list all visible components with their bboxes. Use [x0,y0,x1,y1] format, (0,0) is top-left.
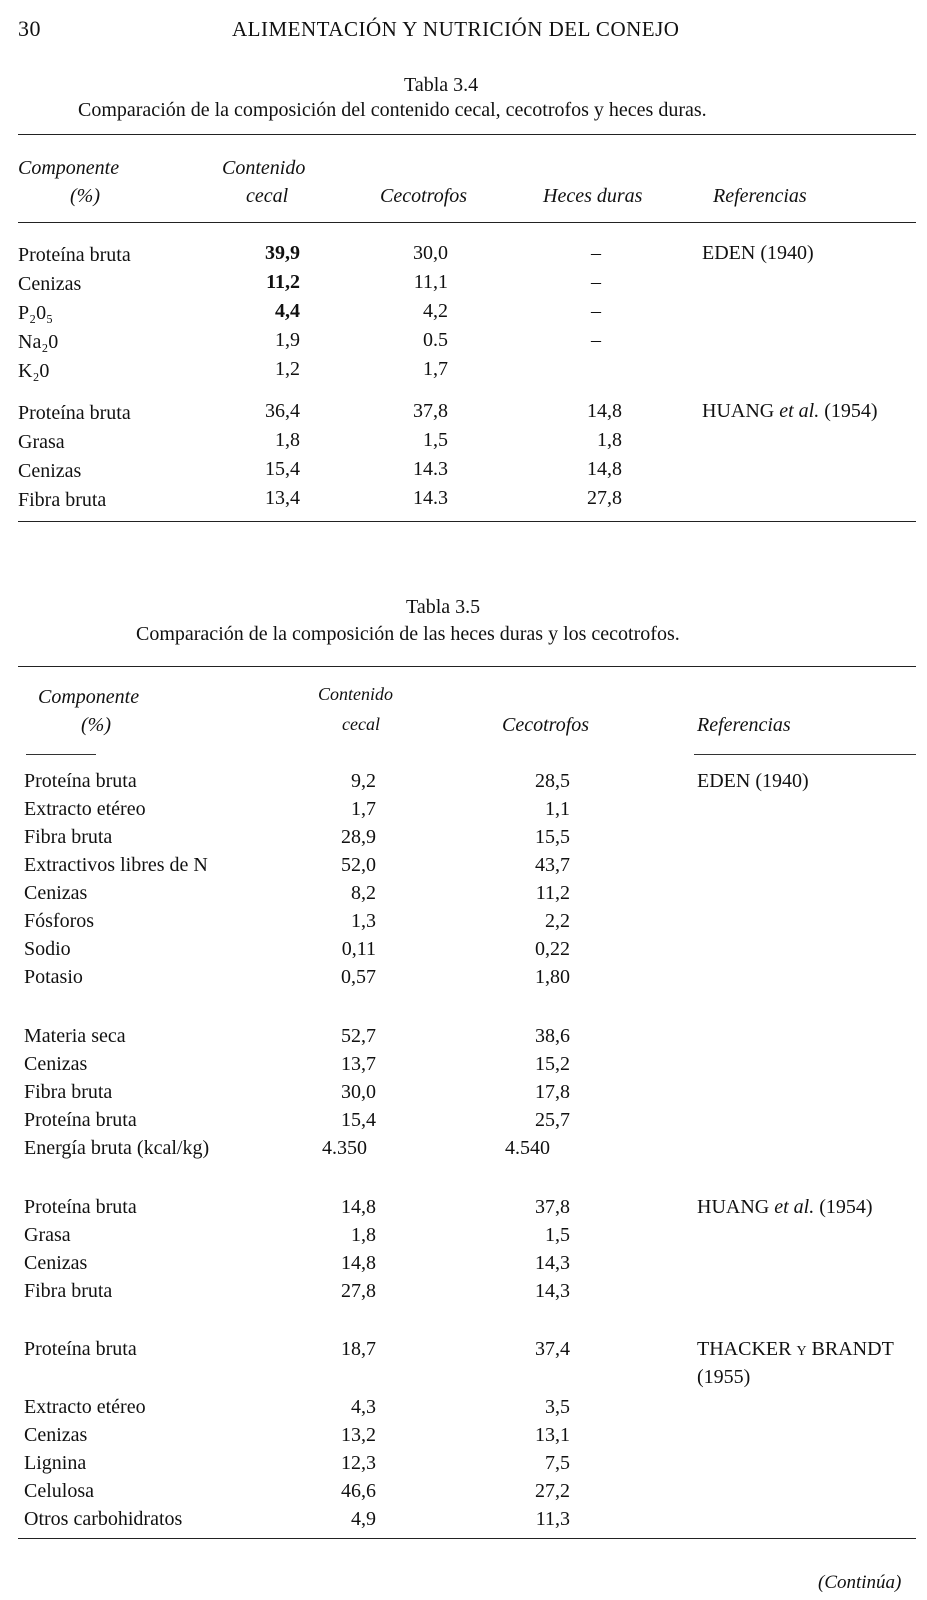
table-3-4-bottom-rule [18,521,916,522]
table-reference: EDEN (1940) [697,770,809,792]
table-cell-cecotrofos: 37,8 [535,1196,570,1218]
col-header-refs: Referencias [713,185,807,207]
col-header-heces: Heces duras [543,185,643,207]
table-cell-cecal: 0,11 [341,938,376,960]
table-row-component: Grasa [18,431,65,453]
table-3-5-bottom-rule [18,1538,916,1539]
table-cell-cecotrofos: 17,8 [535,1081,570,1103]
table-row-component: Fibra bruta [18,489,107,511]
table-cell-cecotrofos: 11,1 [413,271,448,293]
col-header-cecal: Contenido [222,157,306,179]
table-row-component: Otros carbohidratos [24,1508,183,1530]
table-row-component: Cenizas [24,1424,88,1446]
table-3-4-caption: Comparación de la composición del contenido cecal, cecotrofos y heces duras. [78,99,707,121]
table-cell-cecal: 39,9 [265,242,300,264]
table-cell-cecotrofos: 37,4 [535,1338,570,1360]
table-reference [702,400,878,423]
table-row-component: Proteína bruta [24,1109,137,1131]
reference-author: HUANG [697,1196,770,1218]
table-cell-cecotrofos: 43,7 [535,854,570,876]
table-cell-cecal: 13,4 [265,487,300,509]
table-cell-cecotrofos: 0,22 [535,938,570,960]
reference-author: HUANG [702,400,775,422]
table-cell-heces: 1,8 [597,429,622,451]
table-row-component: Sodio [24,938,71,960]
table-cell-cecotrofos: 1,5 [423,429,448,451]
table-row-component: Na₂0 [18,331,59,353]
table-3-5-title: Tabla 3.5 [406,596,481,618]
table-row-component: Proteína bruta [24,1338,137,1360]
table-cell-cecotrofos: 15,2 [535,1053,570,1075]
table-cell-cecal: 4.350 [322,1137,367,1159]
table-row-component: Cenizas [18,273,82,295]
table-cell-cecotrofos: 0.5 [423,329,448,351]
table-3-5-top-rule [18,666,916,667]
table-cell-cecotrofos: 38,6 [535,1025,570,1047]
table-reference: THACKER y BRANDT [697,1338,894,1360]
table-cell-cecal: 0,57 [341,966,376,988]
table-row-component: Proteína bruta [18,244,131,266]
table-row-component: Fibra bruta [24,1081,113,1103]
header-underline-left [26,754,96,755]
table-cell-cecotrofos: 7,5 [545,1452,570,1474]
table-cell-cecotrofos: 27,2 [535,1480,570,1502]
table-cell-cecal: 13,7 [341,1053,376,1075]
table-cell-cecal: 1,8 [275,429,300,451]
table-cell-heces: 27,8 [587,487,622,509]
table-cell-cecal: 12,3 [341,1452,376,1474]
table-cell-heces: – [591,300,601,322]
table-cell-cecotrofos: 4,2 [423,300,448,322]
col-header-cecal-2: cecal [246,185,289,207]
table-reference: EDEN (1940) [702,242,814,264]
table-row-component: Fósforos [24,910,95,932]
col-header-cecotrofos: Cecotrofos [380,185,468,207]
table-row-component: Cenizas [18,460,82,482]
table-cell-cecotrofos: 14.3 [413,487,448,509]
col-header-component-unit: (%) [81,714,111,736]
table-cell-cecotrofos: 11,3 [535,1508,570,1530]
table-cell-heces: – [591,242,601,264]
table-cell-cecal: 14,8 [341,1196,376,1218]
table-cell-cecal: 27,8 [341,1280,376,1302]
table-cell-cecal: 9,2 [351,770,376,792]
header-underline-right [694,754,916,755]
table-3-5-caption: Comparación de la composición de las heces duras y los cecotrofos. [136,623,680,645]
table-cell-cecotrofos: 11,2 [535,882,570,904]
col-header-refs: Referencias [697,714,791,736]
table-row-component: Extracto etéreo [24,798,146,820]
table-cell-cecotrofos: 15,5 [535,826,570,848]
table-cell-cecal: 8,2 [351,882,376,904]
col-header-component-unit: (%) [70,185,100,207]
reference-year: (1954) [819,1196,873,1218]
table-cell-cecotrofos: 2,2 [545,910,570,932]
reference-etal: et al. [779,400,820,422]
table-cell-cecal: 36,4 [265,400,300,422]
table-cell-cecotrofos: 4.540 [505,1137,550,1159]
table-row-component: Fibra bruta [24,826,113,848]
table-row-component: K₂0 [18,360,50,382]
table-cell-cecotrofos: 28,5 [535,770,570,792]
col-header-cecal: Contenido [318,684,393,704]
table-3-4-header-rule [18,222,916,223]
table-row-component: Extractivos libres de N [24,854,208,876]
table-row-component: Fibra bruta [24,1280,113,1302]
table-row-component: Proteína bruta [24,770,137,792]
reference-etal: et al. [774,1196,815,1218]
table-cell-cecotrofos: 3,5 [545,1396,570,1418]
table-row-component: Cenizas [24,882,88,904]
table-row-component: Celulosa [24,1480,94,1502]
table-cell-cecal: 46,6 [341,1480,376,1502]
table-cell-cecotrofos: 25,7 [535,1109,570,1131]
table-cell-cecal: 15,4 [265,458,300,480]
table-cell-cecotrofos: 13,1 [535,1424,570,1446]
table-cell-cecotrofos: 37,8 [413,400,448,422]
table-cell-cecotrofos: 14.3 [413,458,448,480]
table-cell-cecal: 30,0 [341,1081,376,1103]
table-row-component: Proteína bruta [24,1196,137,1218]
col-header-component: Componente [18,157,120,179]
table-reference [697,1196,873,1219]
col-header-component: Componente [38,686,140,708]
table-cell-cecal: 4,9 [351,1508,376,1530]
table-cell-cecal: 4,4 [275,300,300,322]
table-cell-cecal: 1,7 [351,798,376,820]
table-cell-cecotrofos: 1,7 [423,358,448,380]
table-cell-cecal: 15,4 [341,1109,376,1131]
continues-note: (Continúa) [818,1572,902,1593]
table-cell-cecal: 52,7 [341,1025,376,1047]
table-cell-cecal: 1,8 [351,1224,376,1246]
table-3-4-top-rule [18,134,916,135]
table-cell-cecal: 13,2 [341,1424,376,1446]
table-row-component: Grasa [24,1224,71,1246]
table-cell-heces: – [591,329,601,351]
col-header-cecotrofos: Cecotrofos [502,714,590,736]
table-cell-cecotrofos: 1,5 [545,1224,570,1246]
table-cell-cecotrofos: 1,80 [535,966,570,988]
table-row-component: P₂0₅ [18,302,54,324]
table-cell-cecal: 4,3 [351,1396,376,1418]
page-number: 30 [18,16,41,41]
table-cell-cecal: 11,2 [266,271,300,293]
table-row-component: Energía bruta (kcal/kg) [24,1137,210,1159]
reference-year: (1954) [824,400,878,422]
table-cell-cecal: 14,8 [341,1252,376,1274]
table-3-4-title: Tabla 3.4 [404,74,479,96]
table-reference-year: (1955) [697,1366,751,1388]
table-cell-cecotrofos: 14,3 [535,1252,570,1274]
table-row-component: Extracto etéreo [24,1396,146,1418]
table-cell-cecal: 1,2 [275,358,300,380]
table-cell-heces: 14,8 [587,400,622,422]
col-header-cecal-2: cecal [342,714,380,734]
table-cell-cecal: 52,0 [341,854,376,876]
table-cell-heces: 14,8 [587,458,622,480]
table-cell-heces: – [591,271,601,293]
table-row-component: Materia seca [24,1025,126,1047]
table-row-component: Cenizas [24,1053,88,1075]
table-cell-cecotrofos: 30,0 [413,242,448,264]
table-row-component: Cenizas [24,1252,88,1274]
table-cell-cecotrofos: 14,3 [535,1280,570,1302]
table-cell-cecal: 1,3 [351,910,376,932]
table-cell-cecotrofos: 1,1 [545,798,570,820]
table-cell-cecal: 28,9 [341,826,376,848]
running-head: ALIMENTACIÓN Y NUTRICIÓN DEL CONEJO [232,17,680,41]
table-cell-cecal: 18,7 [341,1338,376,1360]
table-row-component: Potasio [24,966,83,988]
table-row-component: Proteína bruta [18,402,131,424]
table-cell-cecal: 1,9 [275,329,300,351]
table-row-component: Lignina [24,1452,87,1474]
